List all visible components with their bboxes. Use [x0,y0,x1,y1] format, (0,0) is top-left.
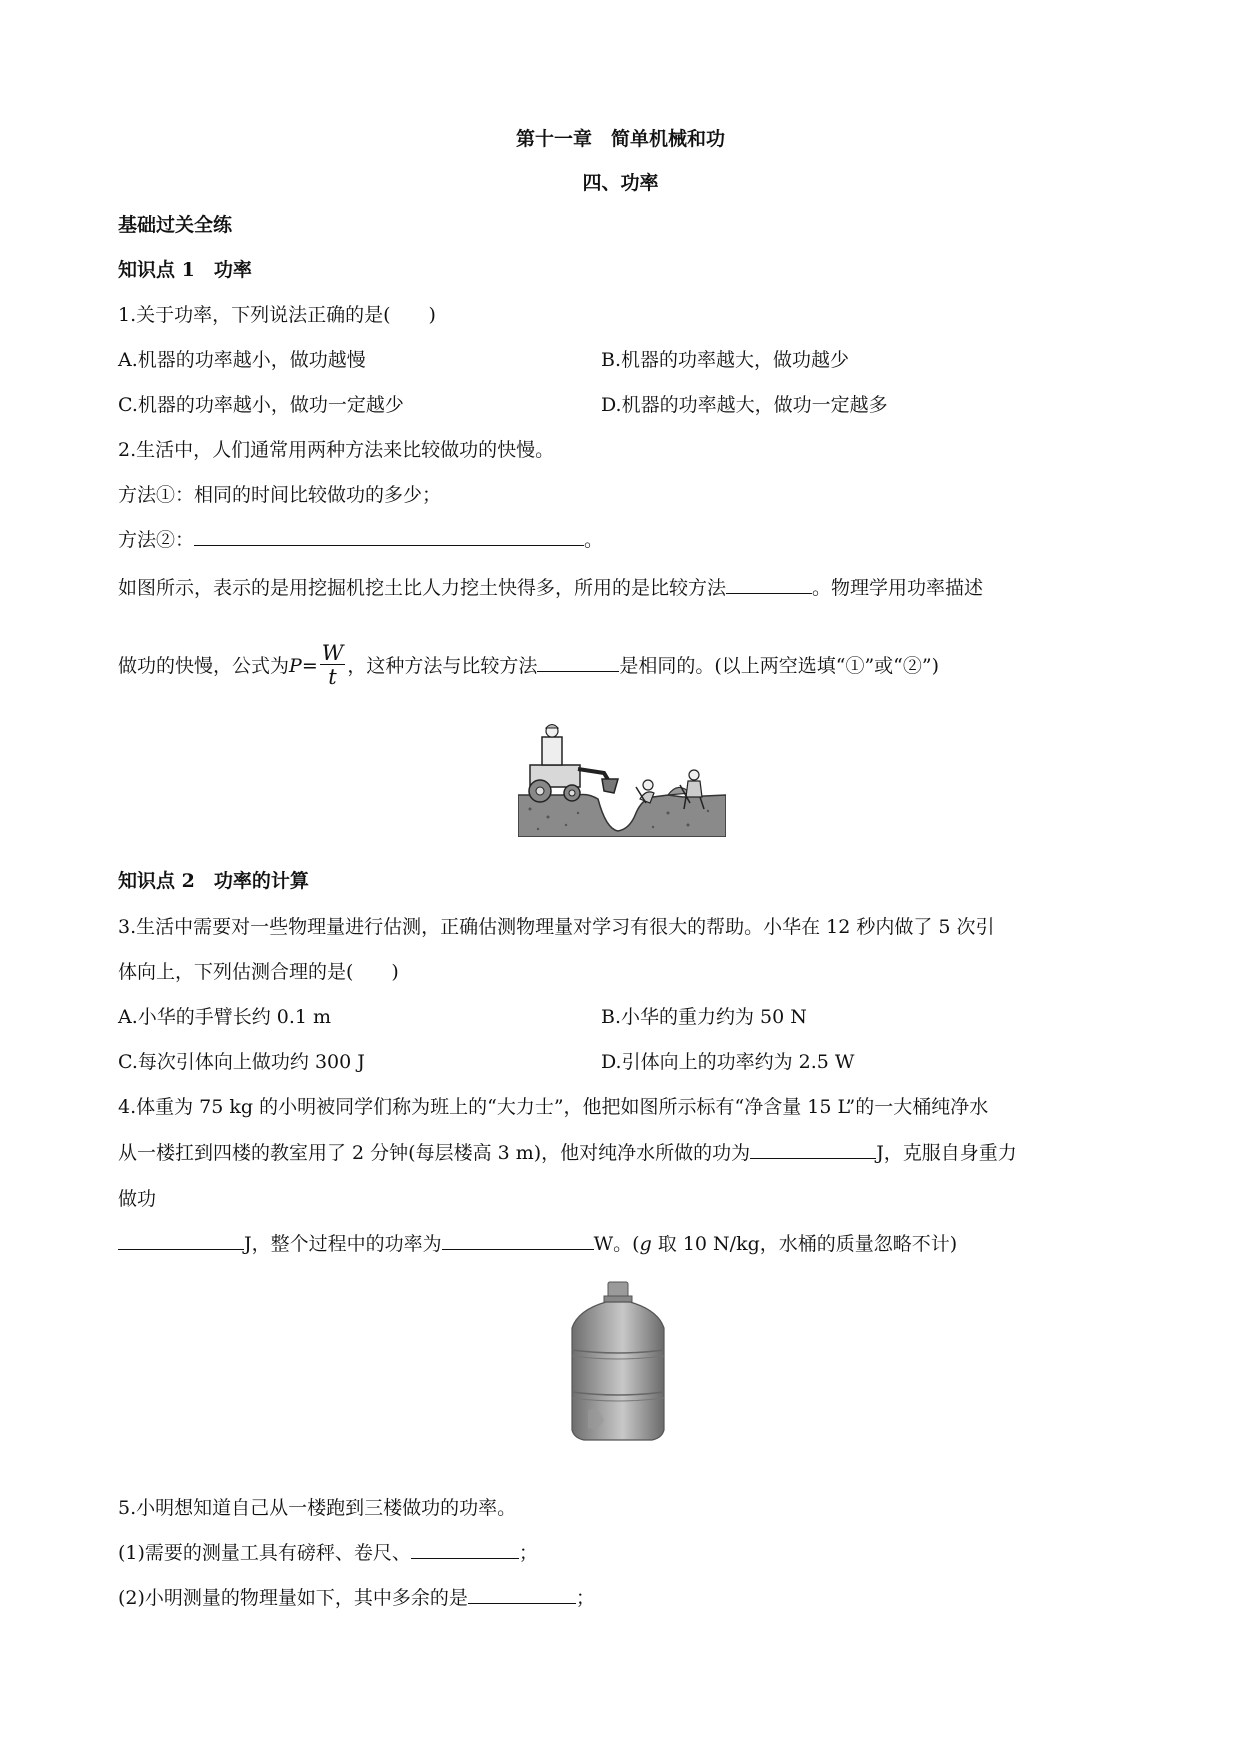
q5-blank-2[interactable] [468,1585,576,1604]
water-jug-illustration [568,1280,668,1442]
q4-blank-3[interactable] [442,1231,594,1250]
q5-stem: 5.小明想知道自己从一楼跑到三楼做功的功率。 [118,1497,517,1519]
q4-line-4-mid: J，整个过程中的功率为 [244,1233,442,1255]
chapter-title: 第十一章 简单机械和功 [515,128,725,150]
q3-option-c: C.每次引体向上做功约 300 J [118,1051,365,1073]
q4-line-2-text: 从一楼扛到四楼的教室用了 2 分钟(每层楼高 3 m)，他对纯净水所做的功为 [118,1142,751,1164]
q1-option-b: B.机器的功率越大，做功越少 [601,349,850,371]
q2-p1-end: 。物理学用功率描述 [812,577,984,599]
q2-p1-text: 如图所示，表示的是用挖掘机挖土比人力挖土快得多，所用的是比较方法 [118,577,727,599]
q4-line-4-end-a: W。( [593,1233,640,1255]
formula-denominator: t [328,664,337,689]
q5-sub-1 [118,1540,538,1566]
q5-sub-2-end: ； [575,1587,595,1609]
q4-line-1: 4.体重为 75 kg 的小明被同学们称为班上的“大力士”，他把如图所示标有“净含量 15 L”的一大桶纯净水 [118,1096,989,1118]
q2-method-1: 方法①：相同的时间比较做功的多少； [118,484,442,506]
q2-method-2-end: 。 [584,529,604,551]
q4-line-3: 做功 [118,1188,157,1210]
q1-option-d: D.机器的功率越大，做功一定越多 [601,394,888,416]
q3-stem-line-2: 体向上，下列估测合理的是( ) [118,961,399,983]
formula-fraction [320,642,346,689]
q2-blank-1[interactable] [726,575,812,594]
q2-method-2 [118,527,603,553]
q3-option-d: D.引体向上的功率约为 2.5 W [601,1051,855,1073]
q2-p2-end: 是相同的。(以上两空选填“①”或“②”) [619,655,940,677]
q5-blank-1[interactable] [411,1540,519,1559]
q4-blank-1[interactable] [750,1140,876,1159]
q4-line-2-end: J，克服自身重力 [876,1142,1017,1164]
q4-line-2 [118,1140,1017,1166]
q2-p2-mid: ，这种方法与比较方法 [347,655,538,677]
q2-paragraph-2 [118,636,939,696]
q3-option-b: B.小华的重力约为 50 N [601,1006,807,1028]
q4-line-4 [118,1231,957,1257]
q4-g-symbol: g [639,1233,652,1255]
knowledge-point-2: 知识点 2 功率的计算 [118,870,309,892]
q5-sub-1-text: (1)需要的测量工具有磅秤、卷尺、 [118,1542,411,1564]
q2-method-2-label: 方法②： [118,529,195,551]
q1-stem: 1.关于功率，下列说法正确的是( ) [118,304,436,326]
q5-sub-2 [118,1585,595,1611]
formula-equals: = [301,655,318,677]
q2-paragraph-1 [118,575,983,601]
q5-sub-2-text: (2)小明测量的物理量如下，其中多余的是 [118,1587,468,1609]
formula-numerator: W [321,640,344,665]
q4-blank-2[interactable] [118,1231,244,1250]
part-title: 基础过关全练 [118,214,233,236]
q5-sub-1-end: ； [518,1542,538,1564]
q3-option-a: A.小华的手臂长约 0.1 m [118,1006,332,1028]
q1-option-a: A.机器的功率越小，做功越慢 [118,349,366,371]
formula-p: P [289,655,302,677]
q2-stem: 2.生活中，人们通常用两种方法来比较做功的快慢。 [118,439,555,461]
q1-option-c: C.机器的功率越小，做功一定越少 [118,394,404,416]
excavator-vs-diggers-illustration [518,717,726,837]
q3-stem-line-1: 3.生活中需要对一些物理量进行估测，正确估测物理量对学习有很大的帮助。小华在 12 秒内做了 5 次引 [118,916,995,938]
section-title: 四、功率 [582,172,659,194]
q2-blank-2[interactable] [537,653,619,672]
knowledge-point-1: 知识点 1 功率 [118,259,252,281]
q4-line-4-end-b: 取 10 N/kg，水桶的质量忽略不计) [651,1233,958,1255]
q2-method-2-blank[interactable] [194,527,584,546]
q2-p2-text: 做功的快慢，公式为 [118,655,290,677]
